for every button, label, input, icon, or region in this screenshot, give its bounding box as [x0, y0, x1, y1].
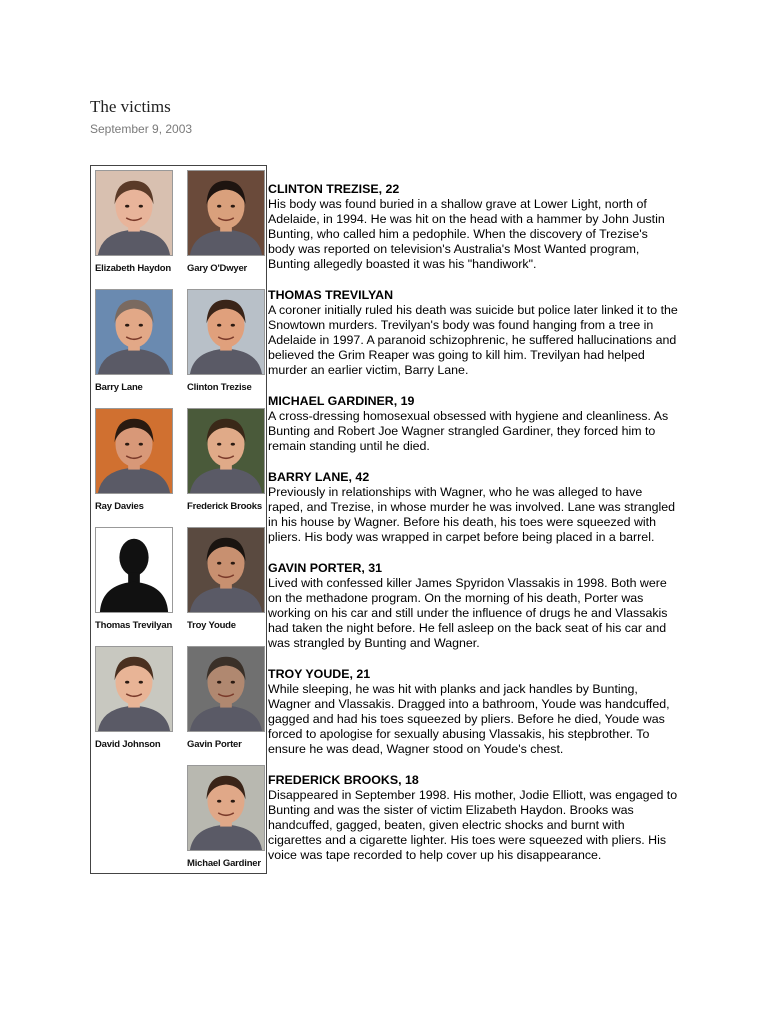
victim-portrait	[95, 170, 173, 256]
victim-portrait	[187, 289, 265, 375]
victim-portrait	[187, 170, 265, 256]
victim-portrait	[95, 646, 173, 732]
victim-entry	[268, 667, 678, 757]
victim-photo-caption: Elizabeth Haydon	[95, 263, 171, 274]
victim-portrait	[95, 408, 173, 494]
article-date: September 9, 2003	[90, 122, 193, 136]
victim-name-heading: THOMAS TREVILYAN	[268, 288, 394, 302]
victim-portrait	[187, 408, 265, 494]
victim-photo-caption: Gavin Porter	[187, 739, 242, 750]
victim-photo-caption: Michael Gardiner	[187, 858, 261, 869]
victim-name-heading: CLINTON TREZISE, 22	[268, 182, 400, 196]
victim-entry	[268, 394, 678, 454]
victim-name-heading: MICHAEL GARDINER, 19	[268, 394, 415, 408]
victim-name-heading: BARRY LANE, 42	[268, 470, 370, 484]
victim-entry	[268, 288, 678, 378]
victim-entry	[268, 182, 678, 272]
victim-photo-caption: Barry Lane	[95, 382, 143, 393]
victim-name-heading: FREDERICK BROOKS, 18	[268, 773, 419, 787]
victim-photo-caption: Troy Youde	[187, 620, 236, 631]
victim-portrait	[187, 765, 265, 851]
victim-description: Lived with confessed killer James Spyridon Vlassakis in 1998. Both were on the methadone program. On the morning of his death, Porter was working on his car and still under the influence of drugs he and Vlassakis had taken the night before. He fell asleep on the back seat of his car and was strangled by Bunting and Wagner.	[268, 576, 668, 650]
victim-descriptions	[268, 182, 678, 879]
victim-entry	[268, 773, 678, 863]
victim-name-heading: GAVIN PORTER, 31	[268, 561, 383, 575]
victim-description: A cross-dressing homosexual obsessed with hygiene and cleanliness. As Bunting and Robert Joe Wagner strangled Gardiner, they forced him to remain standing until he died.	[268, 409, 669, 453]
victim-name-heading: TROY YOUDE, 21	[268, 667, 371, 681]
victim-photo-caption: Clinton Trezise	[187, 382, 252, 393]
victim-description: Previously in relationships with Wagner, who he was alleged to have raped, and Trezise, in whose murder he was involved. Lane was strangled in his house by Wagner. Before his death, his toes were squeezed with pliers. His body was wrapped in carpet before being placed in a barrel.	[268, 485, 676, 544]
article-title: The victims	[90, 97, 171, 116]
victim-portrait	[95, 289, 173, 375]
victim-photo-panel	[90, 165, 267, 874]
victim-description: Disappeared in September 1998. His mother, Jodie Elliott, was engaged to Bunting and was the sister of victim Elizabeth Haydon. Brooks was handcuffed, gagged, beaten, given electric shocks and burnt with cigarettes and a cigarette lighter. His toes were squeezed with pliers. His voice was tape recorded to help cover up his disappearance.	[268, 788, 678, 862]
victim-photo-caption: Thomas Trevilyan	[95, 620, 173, 631]
victim-photo-caption: Ray Davies	[95, 501, 144, 512]
victim-photo-caption: Frederick Brooks	[187, 501, 262, 512]
victim-portrait	[187, 646, 265, 732]
victim-photo-caption: Gary O'Dwyer	[187, 263, 248, 274]
victim-description: While sleeping, he was hit with planks and jack handles by Bunting, Wagner and Vlassakis. Dragged into a bathroom, Youde was handcuffed, gagged and had his toes squeezed by pliers. Before he died, Youde was forced to apologise for sexually abusing Vlassakis, his stepbrother. To ensure he was dead, Wagner stood on Youde's chest.	[268, 682, 670, 756]
victim-entry	[268, 470, 678, 545]
victim-description: A coroner initially ruled his death was suicide but police later linked it to the Snowtown murders. Trevilyan's body was found hanging from a tree in Adelaide in 1997. A paranoid schizophrenic, he suffered hallucinations and believed the Grim Reaper was going to kill him. Trevilyan had helped murder an earlier victim, Barry Lane.	[268, 303, 678, 377]
victim-portrait	[187, 527, 265, 613]
victim-entry	[268, 561, 678, 651]
victim-portrait	[95, 527, 173, 613]
victim-description: His body was found buried in a shallow grave at Lower Light, north of Adelaide, in 1994. He was hit on the head with a hammer by John Justin Bunting, who called him a pedophile. When the discovery of Trezise's body was reported on television's Australia's Most Wanted program, Bunting allegedly boasted it was his "handiwork".	[268, 197, 665, 271]
victim-photo-caption: David Johnson	[95, 739, 161, 750]
